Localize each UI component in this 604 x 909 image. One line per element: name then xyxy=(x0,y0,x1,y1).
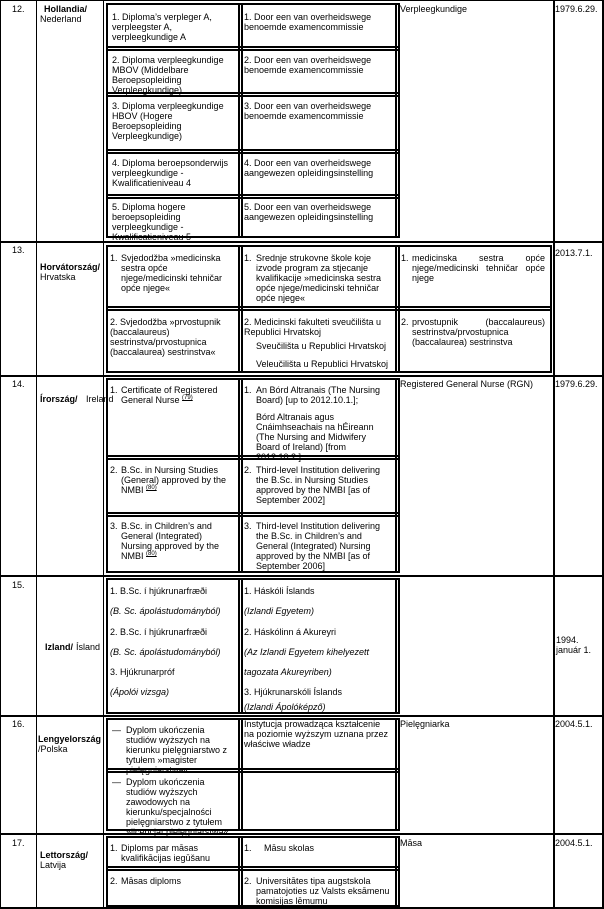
diploma-1: Svjedodžba »medicinska sestra opće njege/medicinski tehničar opće njege« xyxy=(121,253,223,293)
awarding-body-2: Third-level Institution delivering the B.Sc. in Nursing Studies approved by the NMBI [as of September 2002] xyxy=(256,465,381,505)
awarding-body-1: 1. Door een van overheidswege benoemde examencommissie xyxy=(244,12,372,32)
country-name-native: /Polska xyxy=(38,744,68,754)
awarding-body-5: 5. Door een van overheidswege aangewezen opleidingsinstelling xyxy=(244,202,374,222)
reference-date-day: január 1. xyxy=(556,645,592,655)
reference-date: 2004.5.1. xyxy=(555,719,593,729)
row-number: 14. xyxy=(12,379,25,389)
title-1-number: 1. xyxy=(401,253,409,263)
awarding-body-1-number: 1. xyxy=(244,385,252,395)
diploma-1: 1. B.Sc. í hjúkrunarfræði xyxy=(110,586,208,596)
professional-title-1: medicinska sestra opće njege/medicinski tehničar opće njege xyxy=(412,253,545,283)
diploma-2: Māsas diploms xyxy=(121,876,182,886)
awarding-body-3: 3. Door een van overheidswege benoemde examencommissie xyxy=(244,101,372,121)
diploma-2-number: 2. xyxy=(110,465,118,475)
awarding-body-2b: Sveučilišta u Republici Hrvatskoj xyxy=(256,341,387,351)
title-2-number: 2. xyxy=(401,317,409,327)
awarding-body: Instytucja prowadząca kształcenie na poziomie wyższym uznana przez właściwe władze xyxy=(244,719,389,749)
awarding-body-2-number: 2. xyxy=(244,465,252,475)
diploma-1: Dyplom ukończenia studiów wyższych na kierunku pielęgniarstwo z tytułem »magister pielęgniarstwa« xyxy=(126,725,228,775)
diploma-4: 4. Diploma beroepsonderwijs verpleegkundige - Kwalificatieniveau 4 xyxy=(112,158,229,188)
bullet-dash: — xyxy=(112,725,121,735)
diploma-3-number: 3. xyxy=(110,521,118,531)
country-name-hu: Lettország/ xyxy=(40,850,89,860)
awarding-body-2-number: 2. xyxy=(244,876,252,886)
awarding-body-2: 2. Door een van overheidswege benoemde examencommissie xyxy=(244,55,372,75)
country-name-native: Ísland xyxy=(76,642,101,652)
diploma-1-number: 1. xyxy=(110,253,118,263)
awarding-body-3-translation: (Izlandi Ápolóképző) xyxy=(244,702,326,712)
diploma-3: 3. Diploma verpleegkundige HBOV (Hogere Beroepsopleiding Verpleegkundige) xyxy=(112,101,224,141)
awarding-body-4: 4. Door een van overheidswege aangewezen opleidingsinstelling xyxy=(244,158,374,178)
awarding-body-2: 2. Medicinski fakulteti sveučilišta u Republici Hrvatskoj xyxy=(244,317,382,337)
country-name-native: Latvija xyxy=(40,860,67,870)
country-name-hu: Izland/ xyxy=(45,642,74,652)
diploma-2-translation: (B. Sc. ápolástudományból) xyxy=(110,647,221,657)
diploma-1: Certificate of Registered General Nurse $^{(79)}$ xyxy=(121,385,218,405)
professional-title-2: prvostupnik (baccalaureus) sestrinstva/prvostupnica (baccalaurea) sestrinstva xyxy=(412,317,545,347)
awarding-body-1: An Bórd Altranais (The Nursing Board) [up to 2012.10.1.]; xyxy=(256,385,381,405)
diploma-2: Dyplom ukończenia studiów wyższych zawodowych na kierunku/specjalności pielęgniarstwo z tytułem »licencjat pielęgniarstwa« xyxy=(126,777,229,837)
awarding-body-2-translation: (Az Izlandi Egyetem kihelyezett xyxy=(244,647,370,657)
awarding-body-2: Universitātes tipa augstskola pamatojoties uz Valsts eksāmenu komisijas lēmumu xyxy=(256,876,390,906)
diploma-3-translation: (Ápolói vizsga) xyxy=(110,687,170,697)
diploma-1-translation: (B. Sc. ápolástudományból) xyxy=(110,606,221,616)
diploma-2: 2. Diploma verpleegkundige MBOV (Middelbare Beroepsopleiding Verpleegkundige) xyxy=(112,55,224,95)
reference-date: 2004.5.1. xyxy=(555,838,593,848)
diploma-1: Diploms par māsas kvalifikācijas iegūšanu xyxy=(121,843,211,863)
country-name-native: Hrvatska xyxy=(40,272,76,282)
diploma-2: B.Sc. in Nursing Studies (General) approved by the NMBI $^{(80)}$ xyxy=(121,465,227,495)
awarding-body-2: 2. Háskólinn á Akureyri xyxy=(244,627,337,637)
awarding-body-3-number: 3. xyxy=(244,521,252,531)
diploma-2: 2. Svjedodžba »prvostupnik (baccalaureus) sestrinstva/prvostupnica (baccalaurea) sestrinstva« xyxy=(110,317,221,357)
awarding-body-1: 1. Háskóli Íslands xyxy=(244,586,315,596)
professional-title: Pielęgniarka xyxy=(400,719,450,729)
diploma-1-number: 1. xyxy=(110,385,118,395)
row-number: 13. xyxy=(12,245,25,255)
awarding-body-1: Māsu skolas xyxy=(264,843,315,853)
awarding-body-2-translation-cont: tagozata Akureyriben) xyxy=(244,667,332,677)
awarding-body-3: Third-level Institution delivering the B.Sc. in Children’s and General (Integrated) Nursing approved by the NMBI [as of September 2006] xyxy=(256,521,381,571)
awarding-body-1b: Bórd Altranais agus Cnáimhseachais na hÉireann (The Nursing and Midwifery Board of Ireland) [from 2012.10.2.] xyxy=(256,412,374,462)
footnote-ref: (79) xyxy=(182,395,193,401)
row-number: 16. xyxy=(12,719,25,729)
row-number: 15. xyxy=(12,580,25,590)
reference-date: 2013.7.1. xyxy=(555,248,593,258)
footnote-ref: (80) xyxy=(146,551,157,557)
awarding-body-1: Srednje strukovne škole koje izvode program za stjecanje kvalifikacije »medicinska sestra opće njege/medicinski tehničar opće njege« xyxy=(256,253,382,303)
country-name-hu: Lengyelország xyxy=(38,734,102,744)
diploma-3: 3. Hjúkrunarpróf xyxy=(110,667,175,677)
row-number: 12. xyxy=(12,4,25,14)
awarding-body-1-number: 1. xyxy=(244,843,252,853)
awarding-body-2c: Veleučilišta u Republici Hrvatskoj xyxy=(256,359,389,369)
row-number: 17. xyxy=(12,838,25,848)
country-name-hu: Horvátország/ xyxy=(40,262,101,272)
diploma-5: 5. Diploma hogere beroepsopleiding verpleegkundige - Kwalificatieniveau 5 xyxy=(112,202,192,242)
reference-date: 1979.6.29. xyxy=(555,4,598,14)
country-name-hu: Írország/ xyxy=(40,394,78,404)
footnote-ref: (80) xyxy=(146,485,157,491)
country-name-native: Nederland xyxy=(40,14,82,24)
country-name-hu: Hollandia/ xyxy=(44,4,88,14)
reference-date: 1979.6.29. xyxy=(555,379,598,389)
diploma-3: B.Sc. in Children’s and General (Integrated) Nursing approved by the NMBI $^{(80)}$ xyxy=(121,521,220,561)
diploma-2: 2. B.Sc. í hjúkrunarfræði xyxy=(110,627,208,637)
awarding-body-3: 3. Hjúkrunarskóli Íslands xyxy=(244,687,343,697)
bullet-dash: — xyxy=(112,777,121,787)
awarding-body-1-translation: (Izlandi Egyetem) xyxy=(244,606,315,616)
professional-title: Māsa xyxy=(400,838,423,848)
reference-date-year: 1994. xyxy=(556,635,579,645)
diploma-1: 1. Diploma’s verpleger A, verpleegster A, verpleegkundige A xyxy=(112,12,212,42)
diploma-2-number: 2. xyxy=(110,876,118,886)
diploma-1-number: 1. xyxy=(110,843,118,853)
professional-title: Registered General Nurse (RGN) xyxy=(400,379,534,389)
awarding-body-1-number: 1. xyxy=(244,253,252,263)
professional-title: Verpleegkundige xyxy=(400,4,468,14)
country-name-native: Ireland xyxy=(86,394,114,404)
